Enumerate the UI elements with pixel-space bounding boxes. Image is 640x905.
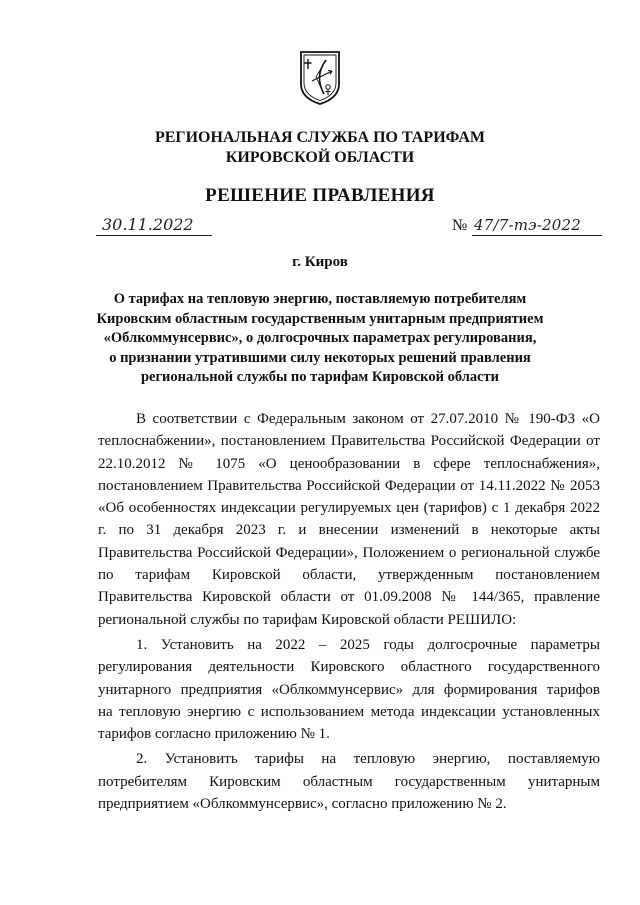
decision-number-field: [452, 214, 604, 238]
text-line: постановлением Правительства Российской Федерации от 14.11.2022 № 2053: [98, 477, 600, 494]
decision-date-handwritten: 30.11.2022: [102, 215, 194, 234]
text-line: тарифов согласно приложению № 1.: [98, 726, 330, 743]
text-line: г. по 31 декабря 2023 г. и внесении изменений в некоторые акты: [98, 522, 600, 539]
decision-body: [98, 408, 600, 815]
text-line: предприятием «Облкоммунсервис», согласно приложению № 2.: [98, 796, 507, 813]
text-line: 22.10.2012 № 1075 «О ценообразовании в сфере теплоснабжения»,: [98, 455, 600, 472]
subject-line: О тарифах на тепловую энергию, поставляемую потребителям: [113, 291, 527, 307]
date-underline: [96, 235, 212, 236]
kirov-oblast-coat-of-arms-icon: [299, 50, 341, 106]
subject-line: о признании утратившими силу некоторых решений правления: [109, 349, 531, 366]
organization-name-line-2: КИРОВСКОЙ ОБЛАСТИ: [225, 149, 415, 166]
decision-number-handwritten: 47/7-тэ-2022: [474, 216, 582, 234]
text-line: региональной службы по тарифам Кировской области РЕШИЛО:: [98, 611, 517, 628]
item-1-paragraph: [98, 634, 600, 745]
organization-name: [100, 128, 540, 168]
text-line: «Об особенностях индексации регулируемых цен (тарифов) с 1 декабря 2022: [98, 500, 600, 517]
text-line: по тарифам Кировской области, утвержденным постановлением: [98, 567, 600, 584]
decision-subject: [90, 290, 550, 388]
text-line: 1. Установить на 2022 – 2025 годы долгосрочные параметры: [136, 636, 600, 653]
organization-name-line-1: РЕГИОНАЛЬНАЯ СЛУЖБА ПО ТАРИФАМ: [154, 129, 486, 146]
text-line: унитарного предприятия «Облкоммунсервис» для формирования тарифов: [98, 681, 600, 698]
number-underline: [472, 235, 602, 236]
document-type-title: РЕШЕНИЕ ПРАВЛЕНИЯ: [205, 185, 435, 206]
city-name: г. Киров: [292, 254, 348, 270]
subject-line: региональной службы по тарифам Кировской области: [140, 369, 500, 385]
number-sign: №: [452, 217, 468, 234]
text-line: В соответствии с Федеральным законом от 27.07.2010 № 190-ФЗ «О: [136, 411, 600, 427]
text-line: Правительства Кировской области от 01.09.2008 № 144/365, правление: [98, 589, 600, 606]
preamble-paragraph: [98, 408, 600, 631]
coat-of-arms-emblem: [299, 50, 341, 106]
text-line: теплоснабжении», постановлением Правительства Российской Федерации от: [98, 433, 600, 450]
subject-line: Кировским областным государственным унитарным предприятием: [96, 310, 544, 327]
text-line: 2. Установить тарифы на тепловую энергию, поставляемую: [136, 751, 600, 768]
text-line: на тепловую энергию с использованием метода индексации установленных: [98, 703, 600, 720]
text-line: регулирования деятельности Кировского областного государственного: [98, 659, 600, 676]
subject-line: «Облкоммунсервис», о долгосрочных параметрах регулирования,: [103, 330, 537, 346]
decision-date-field: [96, 214, 212, 238]
item-2-paragraph: [98, 748, 600, 815]
text-line: потребителям Кировским областным государственным унитарным: [98, 773, 600, 790]
text-line: Правительства Российской Федерации», Положением о региональной службе: [98, 544, 600, 561]
